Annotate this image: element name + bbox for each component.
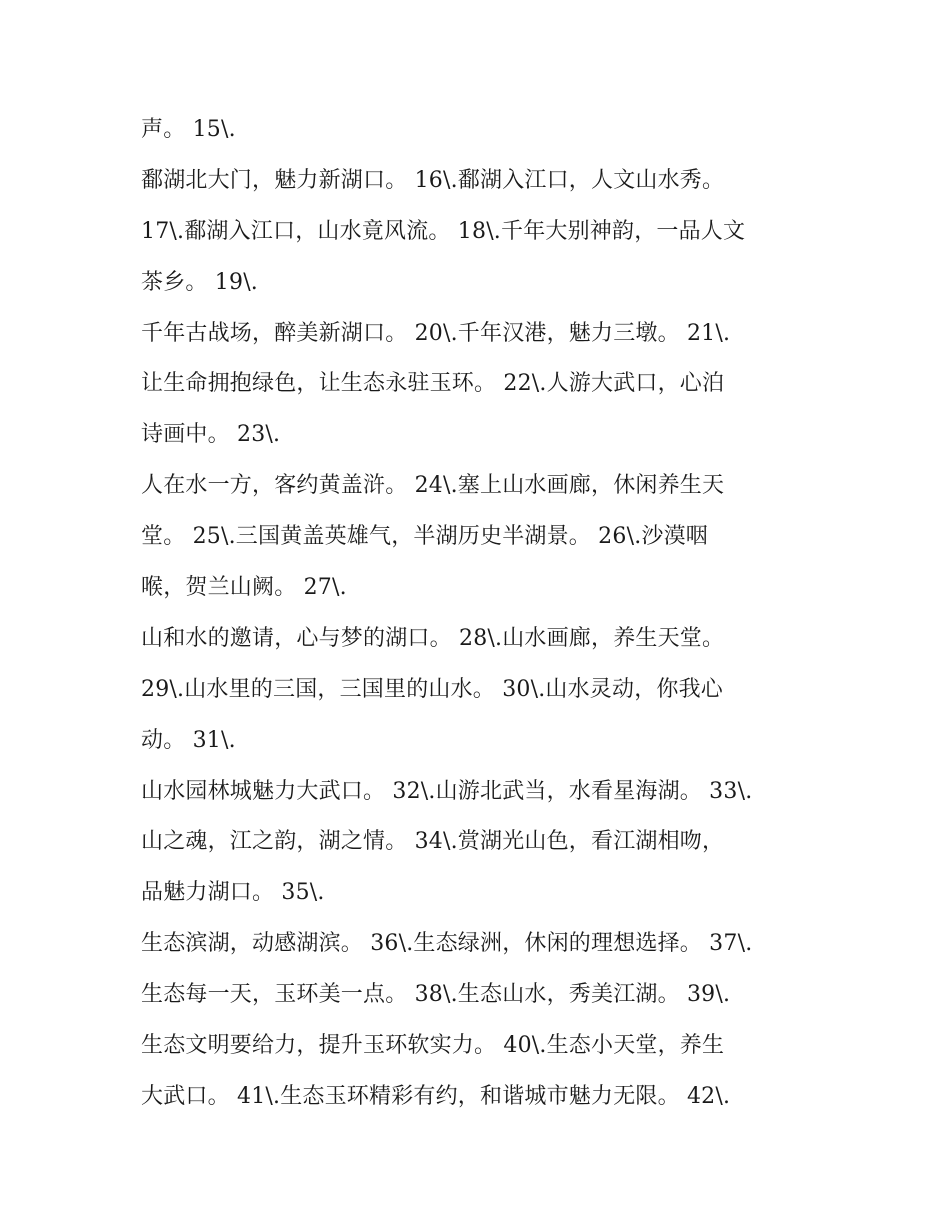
text-line: 山水园林城魅力大武口。 32\.山游北武当，水看星海湖。 33\.	[141, 778, 753, 804]
text-line: 生态滨湖，动感湖滨。 36\.生态绿洲，休闲的理想选择。 37\.	[141, 931, 753, 957]
text-line: 让生命拥抱绿色，让生态永驻玉环。 22\.人游大武口，心泊	[141, 371, 725, 397]
text-line: 诗画中。 23\.	[141, 422, 281, 448]
text-line: 生态每一天，玉环美一点。 38\.生态山水，秀美江湖。 39\.	[141, 982, 731, 1008]
text-line: 鄱湖北大门，魅力新湖口。 16\.鄱湖入江口，人文山水秀。	[141, 167, 725, 193]
text-line: 动。 31\.	[141, 727, 236, 753]
text-line: 千年古战场，醉美新湖口。 20\.千年汉港，魅力三墩。 21\.	[141, 320, 731, 346]
text-line: 17\.鄱湖入江口，山水竟风流。 18\.千年大别神韵，一品人文	[141, 218, 746, 244]
text-line: 生态文明要给力，提升玉环软实力。 40\.生态小天堂，养生	[141, 1033, 725, 1059]
text-line: 喉，贺兰山阙。 27\.	[141, 575, 347, 601]
text-line: 堂。 25\.三国黄盖英雄气，半湖历史半湖景。 26\.沙漠咽	[141, 524, 708, 550]
text-line: 山之魂，江之韵，湖之情。 34\.赏湖光山色，看江湖相吻，	[141, 829, 725, 855]
text-line: 声。 15\.	[141, 117, 236, 142]
text-line: 大武口。 41\.生态玉环精彩有约，和谐城市魅力无限。 42\.	[141, 1083, 731, 1109]
text-line: 品魅力湖口。 35\.	[141, 880, 325, 906]
text-line: 茶乡。 19\.	[141, 269, 258, 295]
text-line: 山和水的邀请，心与梦的湖口。 28\.山水画廊，养生天堂。	[141, 625, 725, 651]
body-text	[141, 107, 831, 1125]
text-line: 人在水一方，客约黄盖浒。 24\.塞上山水画廊，休闲养生天	[141, 473, 725, 499]
text-line: 29\.山水里的三国，三国里的山水。 30\.山水灵动，你我心	[141, 676, 723, 702]
